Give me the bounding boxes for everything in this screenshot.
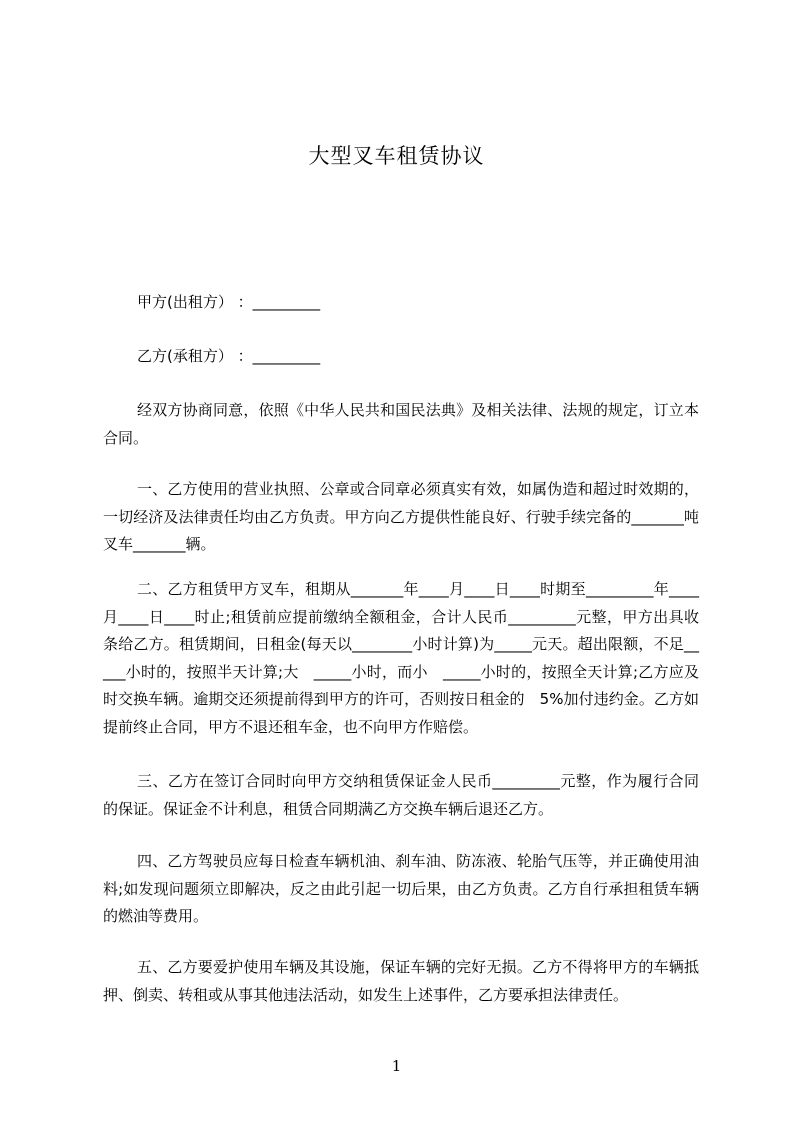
intro-paragraph: 经双方协商同意，依照《中华人民共和国民法典》及相关法律、法规的规定，订立本合同。 bbox=[103, 401, 699, 447]
clause-3-paragraph: 三、乙方在签订合同时向甲方交纳租赁保证金人民币_________元整，作为履行合同的保证。保证金不计利息，租赁合同期满乙方交换车辆后退还乙方。 bbox=[103, 772, 699, 818]
clause-5-paragraph: 五、乙方要爱护使用车辆及其设施，保证车辆的完好无损。乙方不得将甲方的车辆抵押、倒卖、转租或从事其他违法活动，如发生上述事件，乙方要承担法律责任。 bbox=[103, 958, 699, 1004]
clause-1-paragraph: 一、乙方使用的营业执照、公章或合同章必须真实有效，如属伪造和超过时效期的，一切经济及法律责任均由乙方负责。甲方向乙方提供性能良好、行驶手续完备的_______吨叉车_______辆。 bbox=[103, 480, 699, 553]
document-title: 大型叉车租赁协议 bbox=[308, 144, 485, 168]
page-number: 1 bbox=[391, 1057, 402, 1075]
clause-2-paragraph: 二、乙方租赁甲方叉车，租期从_______年____月____日____时期至_________年____月____日____时止;租赁前应提前缴纳全额租金，合计人民币_________元整，甲方出具收条给乙方。租赁期间，日租金(每天以________小时计算)为_____元天。超出限额，不足_____小时的，按照半天计算;大 _____小时，而小 _____小时的，按照全天计算;乙方应及时交换车辆。逾期交还须提前得到甲方的许可，否则按日租金的 5%加付违约金。乙方如提前终止合同，甲方不退还租车金，也不向甲方作赔偿。 bbox=[103, 580, 699, 736]
party-b-line: 乙方(承租方） ：_________ bbox=[137, 347, 321, 365]
party-a-line: 甲方(出租方） ：_________ bbox=[137, 293, 321, 311]
clause-4-paragraph: 四、乙方驾驶员应每日检查车辆机油、刹车油、防冻液、轮胎气压等，并正确使用油料;如发现问题须立即解决，反之由此引起一切后果，由乙方负责。乙方自行承担租赁车辆的燃油等费用。 bbox=[103, 852, 699, 925]
